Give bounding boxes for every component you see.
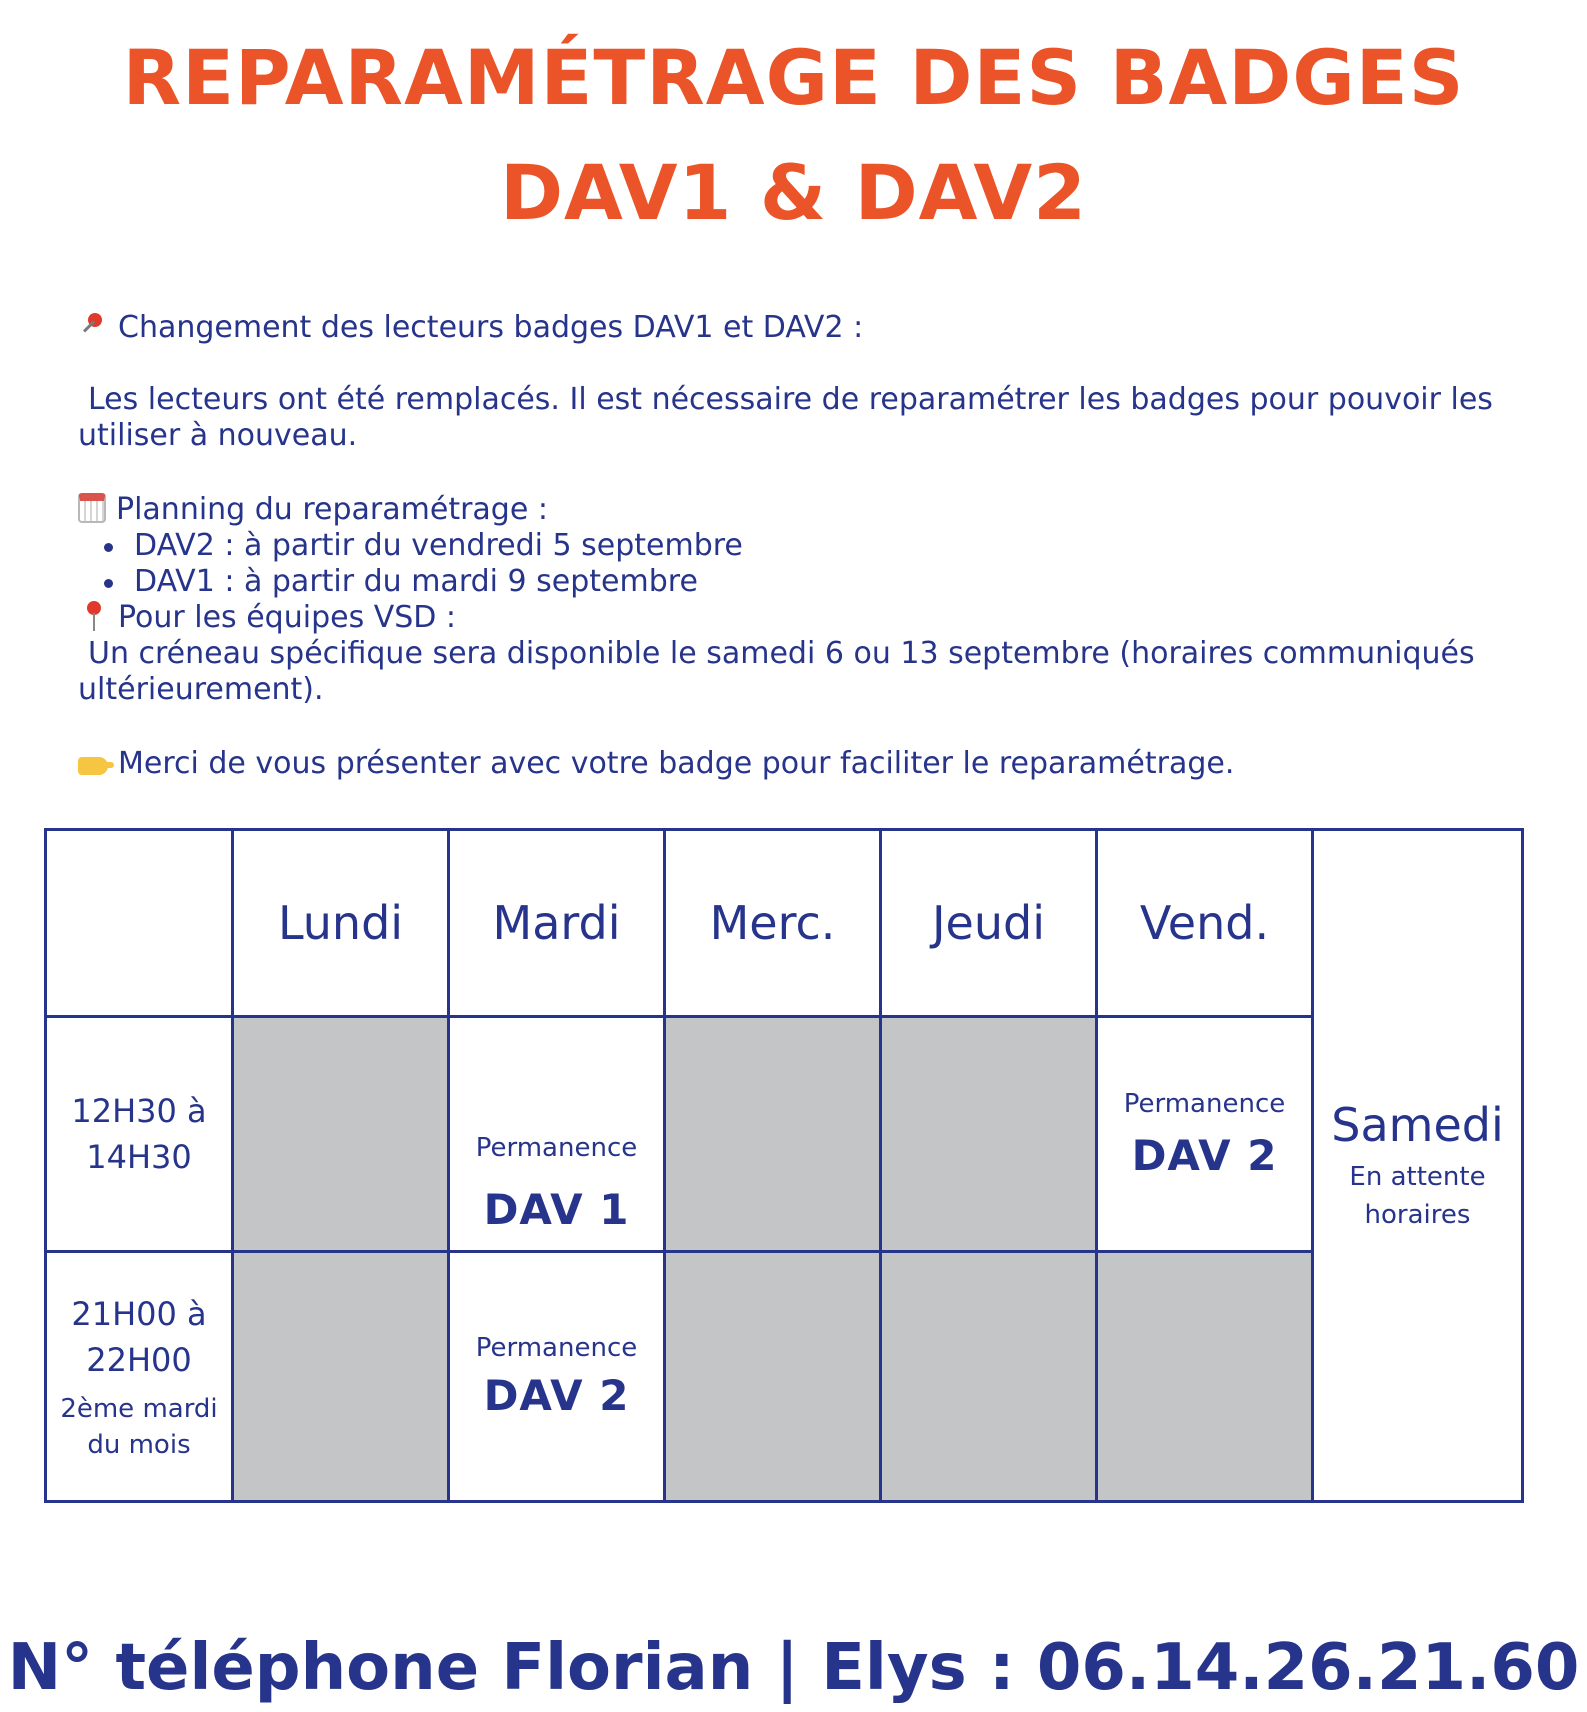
permanence-value: DAV 1 [483, 1185, 630, 1234]
merc-slot-2 [666, 1253, 882, 1500]
vend-slot-1 [1098, 1018, 1314, 1253]
corner-cell [47, 831, 234, 1018]
time-slot-2-note-line1: 2ème mardi [60, 1393, 218, 1424]
header-vend [1098, 831, 1314, 1018]
planning-heading: Planning du reparamétrage : [116, 492, 548, 527]
round-pin-icon [78, 601, 108, 631]
saturday-note-line1: En attente [1349, 1161, 1486, 1192]
merc-slot-1 [666, 1018, 882, 1253]
thanks-section [78, 746, 1518, 782]
permanence-label: Permanence [475, 1333, 638, 1363]
vsd-text: Un créneau spécifique sera disponible le samedi 6 ou 13 septembre (horaires communiqués ultérieurement). [78, 636, 1475, 707]
saturday-cell [1314, 831, 1521, 1500]
schedule-table [44, 828, 1524, 1503]
time-slot-1-line1: 12H30 à [71, 1092, 207, 1130]
phone-footer: N° téléphone Florian | Elys : 06.14.26.21.60 [7, 1631, 1580, 1705]
vend-slot-2 [1098, 1253, 1314, 1500]
day-label: Mardi [492, 896, 621, 950]
pushpin-icon [78, 311, 108, 341]
saturday-note-line2: horaires [1364, 1199, 1471, 1230]
time-slot-2-line2: 22H00 [86, 1340, 192, 1379]
pointing-hand-icon [78, 757, 108, 775]
day-label: Vend. [1139, 896, 1270, 950]
thanks-text: Merci de vous présenter avec votre badge pour faciliter le reparamétrage. [118, 746, 1235, 781]
day-label: Jeudi [931, 896, 1045, 950]
day-label: Merc. [709, 896, 836, 950]
page-title-line2: DAV1 & DAV2 [499, 148, 1088, 237]
header-lundi [234, 831, 450, 1018]
planning-item: DAV2 : à partir du vendredi 5 septembre [78, 528, 1518, 564]
change-heading: Changement des lecteurs badges DAV1 et DAV2 : [118, 310, 864, 345]
time-slot-1-line2: 14H30 [86, 1138, 192, 1176]
change-text-block [78, 382, 1518, 454]
planning-item: DAV1 : à partir du mardi 9 septembre [78, 564, 1518, 600]
header-merc [666, 831, 882, 1018]
vsd-heading: Pour les équipes VSD : [118, 600, 457, 635]
planning-section [78, 492, 1518, 708]
time-slot-2-line1: 21H00 à [71, 1294, 207, 1333]
page-title-line1: REPARAMÉTRAGE DES BADGES [122, 33, 1465, 122]
calendar-icon [78, 493, 106, 523]
jeudi-slot-1 [882, 1018, 1098, 1253]
jeudi-slot-2 [882, 1253, 1098, 1500]
day-label: Lundi [277, 896, 404, 950]
permanence-label: Permanence [1123, 1088, 1286, 1119]
saturday-title: Samedi [1331, 1097, 1504, 1152]
lundi-slot-1 [234, 1018, 450, 1253]
header-jeudi [882, 831, 1098, 1018]
mardi-slot-2 [450, 1253, 666, 1500]
change-text: Les lecteurs ont été remplacés. Il est nécessaire de reparamétrer les badges pour pouvoir les utiliser à nouveau. [78, 382, 1493, 453]
permanence-value: DAV 2 [483, 1371, 630, 1420]
header-mardi [450, 831, 666, 1018]
time-slot-1 [47, 1018, 234, 1253]
permanence-label: Permanence [475, 1133, 638, 1163]
time-slot-2-note-line2: du mois [87, 1429, 191, 1460]
change-section [78, 310, 1518, 346]
permanence-value: DAV 2 [1131, 1130, 1278, 1180]
mardi-slot-1 [450, 1018, 666, 1253]
lundi-slot-2 [234, 1253, 450, 1500]
time-slot-2 [47, 1253, 234, 1500]
